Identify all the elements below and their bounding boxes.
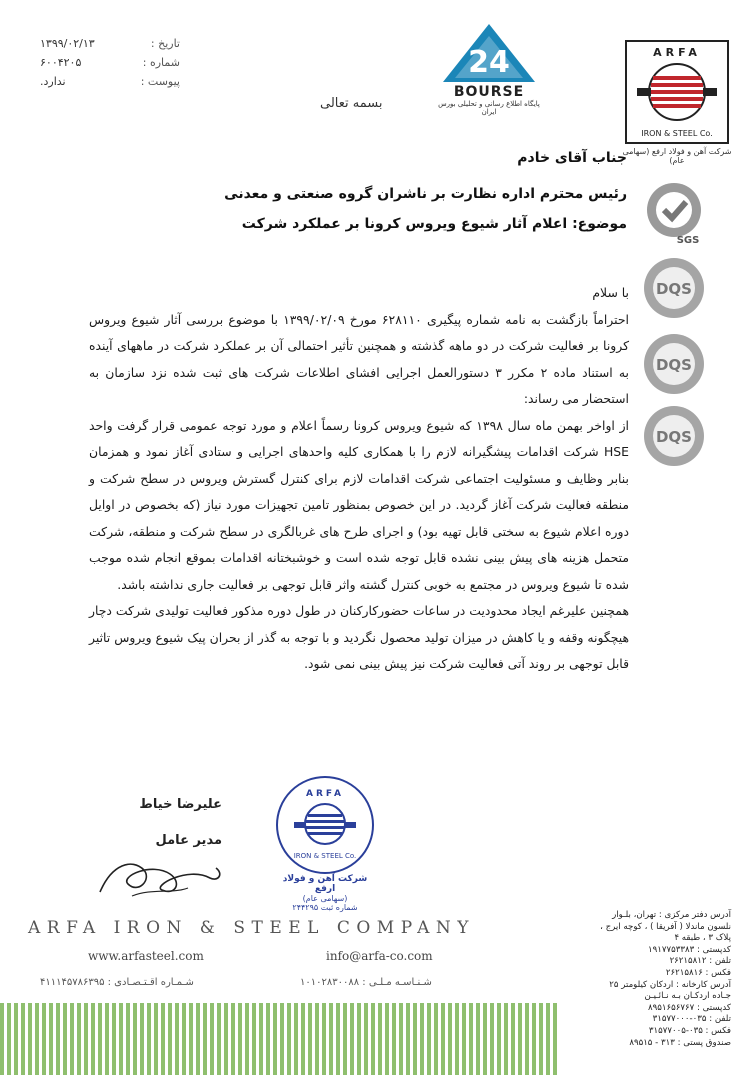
date-value: ۱۳۹۹/۰۲/۱۳ (40, 37, 95, 50)
bismillah: بسمه تعالی (320, 96, 383, 111)
bourse-logo (430, 22, 548, 116)
handwritten-signature (92, 844, 232, 904)
date-label: تاریخ : (150, 37, 180, 50)
arfa-logo-caption: شرکت آهن و فولاد ارفع (سهامی عام) (622, 147, 732, 165)
arfa-emblem-icon (627, 42, 727, 142)
addressee-name: جناب آقای خادم (517, 150, 627, 166)
body-paragraph-3: همچنین علیرغم ایجاد محدودیت در ساعات حضورکارکنان در طول دوره مذکور فعالیت تولیدی شرکت دچار هیچگونه وقفه و یا کاهش در میزان تولید محصول نگردید و با توجه به گذر از بحران پیک شیوع ویروس تاثیر قابل توجهی بر روند آتی فعالیت شرکت نیز پیش بینی نمی شود. (89, 603, 629, 671)
iso-9001-sgs-badge (642, 180, 706, 244)
stamp-company-type: (سهامی عام) (302, 894, 348, 903)
contact-line: کدپستی : ۱۹۱۷۷۵۳۳۸۳ (648, 944, 731, 955)
signatory-name: علیرضا خیاط (139, 797, 222, 812)
svg-text:DQS: DQS (655, 280, 693, 298)
svg-text:IRON & STEEL Co.: IRON & STEEL Co. (641, 129, 713, 138)
website-link[interactable]: www.arfasteel.com (88, 949, 204, 963)
contact-line: کدپستی : ۸۹۵۱۶۵۶۷۶۷ (648, 1002, 731, 1013)
contact-line: پلاک ۳ ، طبقه ۴ (674, 933, 731, 944)
svg-text:IRON & STEEL Co.: IRON & STEEL Co. (293, 852, 357, 860)
attachment-value: ندارد. (40, 75, 66, 88)
signatory-title: مدیر عامل (155, 833, 222, 848)
iso-14001-dqs-badge (642, 256, 706, 320)
stamp-company-name: شرکت آهن و فولاد ارفع (282, 874, 368, 894)
contact-line: آدرس کارخانه : اردکان کیلومتر ۲۵ (609, 979, 731, 990)
contact-line: صندوق پستی : ۳۱۳ - ۸۹۵۱۵ (629, 1037, 731, 1048)
greeting: با سلام (592, 285, 629, 300)
contact-block (581, 910, 731, 1049)
attachment-label: پیوست : (140, 75, 180, 88)
hse-dqs-badge (642, 404, 706, 468)
contact-line: تلفن : ۲۶۲۱۵۸۱۲ (669, 956, 731, 967)
contact-line: آدرس دفتر مرکزی : تهران، بلـوار (612, 910, 731, 920)
bourse-triangle-icon (439, 22, 539, 84)
email-link[interactable]: info@arfa-co.com (326, 949, 433, 963)
contact-line: فکس : ۰۳۵-۳۱۵۷۷۰۰۵ (648, 1025, 731, 1036)
svg-text:DQS: DQS (655, 428, 693, 446)
economic-code: شـمـاره اقـتـصـادی : ۴۱۱۱۴۵۷۸۶۳۹۵ (40, 977, 194, 988)
svg-text:ARFA: ARFA (306, 789, 344, 799)
svg-text:24: 24 (468, 45, 510, 80)
contact-line: تلفن : ۰۳۵-۳۱۵۷۷۰۰۰ (652, 1014, 731, 1025)
contact-line: نلسون ماندلا ( آفریقا ) ، کوچه ایرج ، (600, 921, 731, 932)
company-stamp (272, 776, 378, 912)
number-value: ۶۰۰۴۲۰۵ (40, 56, 82, 69)
letter-meta (40, 34, 180, 91)
ohsas-18001-dqs-badge (642, 332, 706, 396)
bourse-subtitle: پایگاه اطلاع رسانی و تحلیلی بورس ایران (438, 100, 540, 116)
stamp-emblem-icon (278, 778, 372, 872)
addressee-title: رئیس محترم اداره نظارت بر ناشران گروه صنعتی و معدنی (224, 186, 627, 202)
body-paragraph-2: از اواخر بهمن ماه سال ۱۳۹۸ که شیوع ویروس کرونا رسماً اعلام و مورد توجه عمومی قرار گرفت واحد HSE شرکت اقدامات پیشگیرانه لازم را با همکاری کلیه واحدهای اجرایی و ستادی آغاز نمود و همزمان بنابر وظایف و مسئولیت اجتماعی شرکت اقدامات لازم برای کنترل گسترش ویروس در سطح شرکت و منطقه فعالیت شرکت آغاز گردید. در این خصوص بمنظور تامین تجهیزات مورد نیاز (که بخصوص در اوایل دوره اعلام شیوع به سختی قابل تهیه بود) و اجرای طرح های غربالگری در سطح شرکت و منطقه، شرکت متحمل هزینه های پیش بینی نشده قابل توجه شده است و خوشبختانه اقدامات بموقع انجام شده موجب شده تا شیوع ویروس در مجتمع به خوبی کنترل گشته واثر قابل توجهی بر فعالیت جاری نداشته باشد. (89, 417, 629, 592)
footer-stripes (0, 1003, 560, 1075)
national-id: شـنـاسـه مـلـی : ۱۰۱۰۲۸۳۰۰۸۸ (300, 977, 432, 988)
letter-body (89, 280, 629, 678)
company-name-footer: ARFA IRON & STEEL COMPANY (28, 918, 475, 938)
arfa-logo (622, 40, 732, 165)
svg-text:DQS: DQS (655, 356, 693, 374)
contact-line: فکس : ۲۶۲۱۵۸۱۶ (665, 967, 731, 978)
number-label: شماره : (142, 56, 180, 69)
contact-line: جـاده اردکـان بـه نـائـیـن (644, 991, 731, 1002)
stamp-registration: شماره ثبت ۲۴۴۲۹۵ (292, 903, 358, 912)
bourse-wordmark: BOURSE (453, 84, 525, 100)
letter-subject: موضوع: اعلام آثار شیوع ویروس کرونا بر عملکرد شرکت (241, 216, 627, 232)
svg-text:SGS: SGS (676, 235, 700, 246)
svg-text:ARFA: ARFA (653, 46, 701, 59)
body-paragraph-1: احتراماً بازگشت به نامه شماره پیگیری ۶۲۸۱۱۰ مورخ ۱۳۹۹/۰۲/۰۹ با موضوع بررسی آثار شیوع ویروس کرونا بر فعالیت شرکت در دو ماهه گذشته و همچنین تأثیر احتمالی آن بر عملکرد شرکت در ماههای آینده به استناد ماده ۲ مکرر ۳ دستورالعمل اجرایی افشای اطلاعات شرکت های ثبت شده نزد سازمان به استحضار می رساند: (89, 311, 629, 406)
